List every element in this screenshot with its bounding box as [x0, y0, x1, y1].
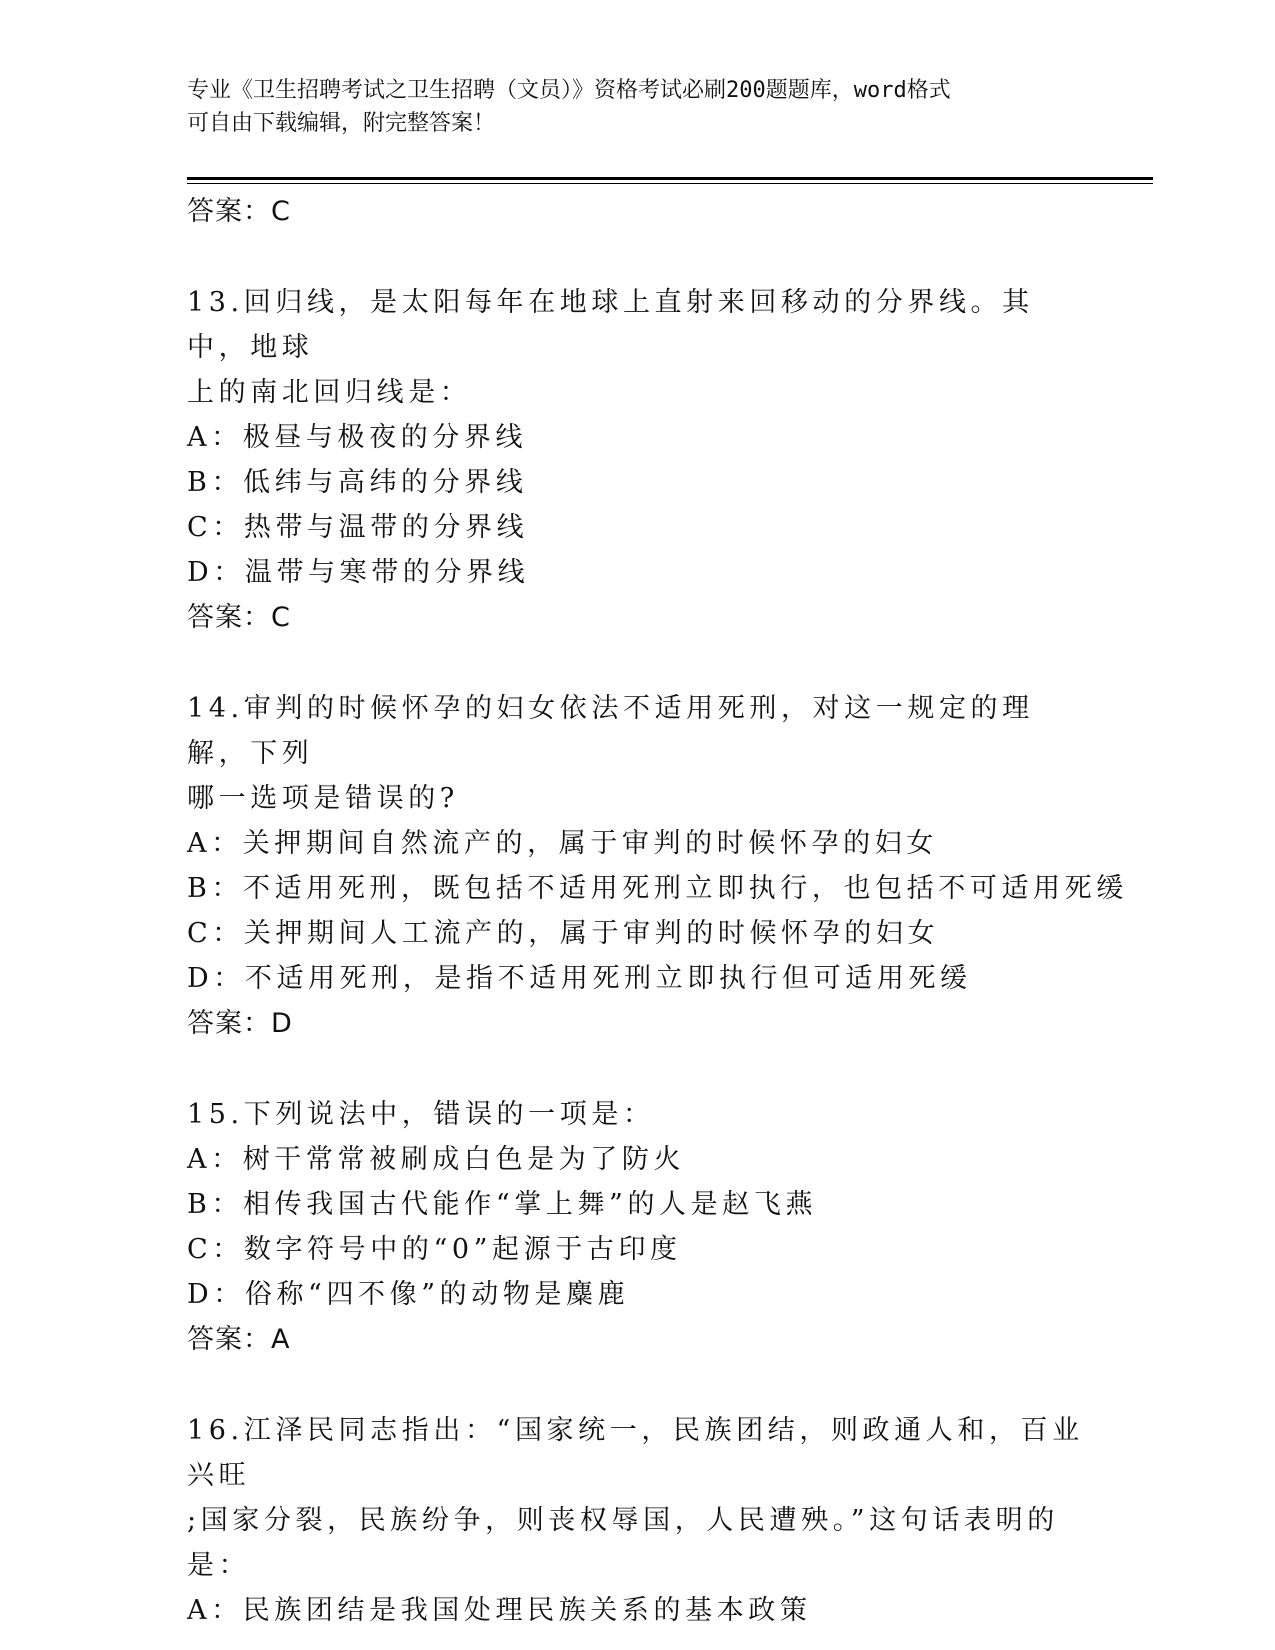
question-16 — [187, 1408, 1087, 1633]
question-14-option-c: C：关押期间人工流产的，属于审判的时候怀孕的妇女 — [187, 918, 940, 949]
question-13-text-line-2: 上的南北回归线是： — [187, 377, 472, 408]
question-14-text-line-2: 哪一选项是错误的? — [187, 783, 459, 814]
question-15-option-d: D：俗称“四不像”的动物是麋鹿 — [187, 1279, 630, 1310]
header-line-1: 专业《卫生招聘考试之卫生招聘（文员）》资格考试必刷200题题库，word格式 — [187, 78, 951, 103]
question-14-option-d: D：不适用死刑，是指不适用死刑立即执行但可适用死缓 — [187, 963, 972, 994]
previous-answer: 答案：C — [187, 196, 291, 227]
document-body — [187, 189, 1128, 1633]
question-16-text-line-1: 16.江泽民同志指出：“国家统一，民族团结，则政通人和，百业兴旺 — [187, 1415, 1084, 1491]
question-15 — [187, 1092, 1087, 1362]
question-13-option-d: D：温带与寒带的分界线 — [187, 557, 530, 588]
question-14-option-a: A：关押期间自然流产的，属于审判的时候怀孕的妇女 — [187, 828, 938, 859]
question-16-text-line-2: ;国家分裂，民族纷争，则丧权辱国，人民遭殃。”这句话表明的是： — [187, 1505, 1059, 1581]
header-rule-thick — [187, 177, 1153, 180]
spacer — [187, 1046, 1087, 1092]
question-13-option-a: A：极昼与极夜的分界线 — [187, 422, 528, 453]
question-14-text-line-1: 14.审判的时候怀孕的妇女依法不适用死刑，对这一规定的理解，下列 — [187, 693, 1034, 769]
header-rule-thin — [187, 183, 1153, 184]
question-13-answer: 答案：C — [187, 602, 291, 633]
question-14 — [187, 686, 1128, 1046]
question-16-option-a: A：民族团结是我国处理民族关系的基本政策 — [187, 1595, 812, 1626]
question-14-option-b: B：不适用死刑，既包括不适用死刑立即执行，也包括不可适用死缓 — [187, 873, 1128, 904]
spacer — [187, 1362, 1087, 1408]
document-header — [187, 74, 1067, 140]
question-13 — [187, 280, 1087, 640]
header-line-2: 可自由下载编辑，附完整答案！ — [187, 111, 496, 136]
question-13-option-b: B：低纬与高纬的分界线 — [187, 467, 528, 498]
question-15-option-b: B：相传我国古代能作“掌上舞”的人是赵飞燕 — [187, 1189, 818, 1220]
question-14-answer: 答案：D — [187, 1008, 293, 1039]
question-15-option-c: C：数字符号中的“0”起源于古印度 — [187, 1234, 682, 1265]
question-15-text-line-1: 15.下列说法中，错误的一项是： — [187, 1099, 655, 1130]
question-15-answer: 答案：A — [187, 1324, 291, 1355]
spacer — [187, 234, 1087, 280]
spacer — [187, 640, 1087, 686]
question-13-text-line-1: 13.回归线，是太阳每年在地球上直射来回移动的分界线。其中，地球 — [187, 287, 1034, 363]
question-15-option-a: A：树干常常被刷成白色是为了防火 — [187, 1144, 686, 1175]
question-13-option-c: C：热带与温带的分界线 — [187, 512, 529, 543]
